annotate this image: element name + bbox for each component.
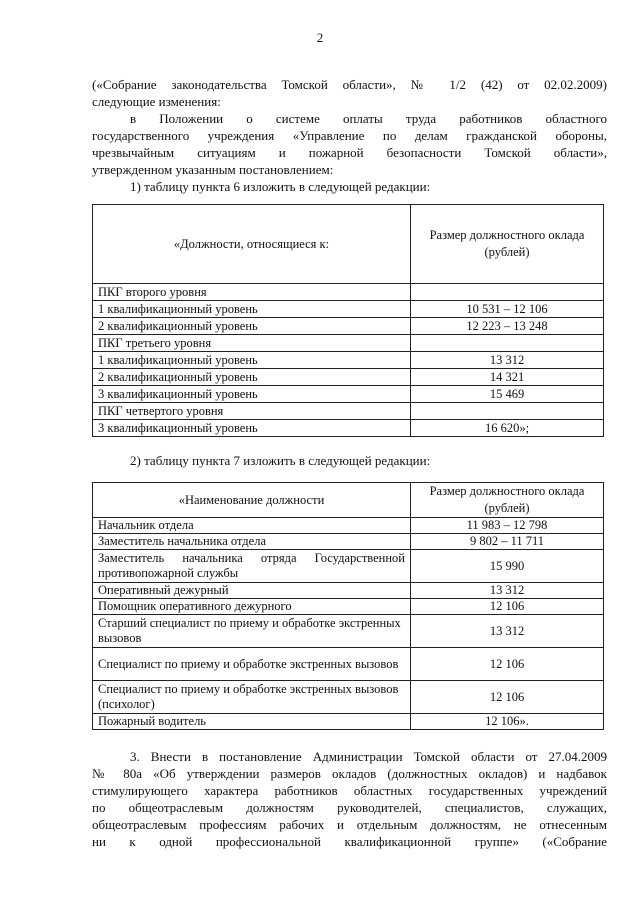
- table-row: [93, 681, 604, 714]
- table-row: [93, 369, 604, 386]
- table-cell-name: Старший специалист по приему и обработке экстренных вызовов: [93, 615, 411, 648]
- table-header-position: «Должности, относящиеся к:: [93, 205, 411, 284]
- table-row: [93, 403, 604, 420]
- item-3-line: стимулирующего характера работников областных государственных учреждений: [92, 783, 607, 798]
- table-cell-name: 3 квалификационный уровень: [93, 386, 411, 403]
- item-2-paragraph: 2) таблицу пункта 7 изложить в следующей редакции:: [130, 453, 431, 468]
- table-cell-name: Оперативный дежурный: [93, 583, 411, 599]
- table-row: [93, 335, 604, 352]
- table-cell-value: [411, 403, 604, 420]
- table-cell-value: 13 312: [411, 352, 604, 369]
- table-header-row: [93, 205, 604, 284]
- item-3-line: № 80а «Об утверждении размеров окладов (должностных окладов) и надбавок: [92, 766, 607, 781]
- table-cell-value: 12 223 – 13 248: [411, 318, 604, 335]
- table-row: [93, 386, 604, 403]
- table-row: [93, 534, 604, 550]
- table-cell-name: Специалист по приему и обработке экстренных вызовов (психолог): [93, 681, 411, 714]
- item-3-paragraph: [92, 748, 607, 850]
- table-cell-value: [411, 335, 604, 352]
- table-row: [93, 648, 604, 681]
- intro-line: чрезвычайным ситуациям и пожарной безопасности Томской области»,: [92, 145, 607, 160]
- intro-line: («Собрание законодательства Томской области», № 1/2 (42) от 02.02.2009): [92, 77, 607, 92]
- table-cell-name: Пожарный водитель: [93, 714, 411, 730]
- table-cell-value: 15 469: [411, 386, 604, 403]
- table-row: [93, 583, 604, 599]
- table-salaries-positions: [92, 204, 604, 437]
- table-cell-name: Начальник отдела: [93, 518, 411, 534]
- table-cell-name: 3 квалификационный уровень: [93, 420, 411, 437]
- intro-line: утвержденном указанным постановлением:: [92, 162, 334, 177]
- table-row: [93, 615, 604, 648]
- table-cell-value: [411, 284, 604, 301]
- table-cell-value: 12 106: [411, 599, 604, 615]
- table-cell-name: 1 квалификационный уровень: [93, 352, 411, 369]
- table-row: [93, 599, 604, 615]
- item-3-line: общеотраслевым профессиям рабочих и отдельным должностям, не отнесенным: [92, 817, 607, 832]
- table-row: [93, 518, 604, 534]
- table-cell-value: 11 983 – 12 798: [411, 518, 604, 534]
- item-3-line: ни к одной профессиональной квалификационной группе» («Собрание: [92, 834, 607, 849]
- table-cell-name: 1 квалификационный уровень: [93, 301, 411, 318]
- table-cell-name: Заместитель начальника отряда Государственной противопожарной службы: [93, 550, 411, 583]
- table-cell-name: ПКГ четвертого уровня: [93, 403, 411, 420]
- table-cell-value: 14 321: [411, 369, 604, 386]
- intro-line: следующие изменения:: [92, 94, 221, 109]
- table-cell-value: 16 620»;: [411, 420, 604, 437]
- table-cell-value: 9 802 – 11 711: [411, 534, 604, 550]
- table-header-row: [93, 483, 604, 518]
- table-header-salary: Размер должностного оклада (рублей): [411, 205, 604, 284]
- intro-line: 1) таблицу пункта 6 изложить в следующей редакции:: [130, 179, 431, 194]
- table-header-salary: Размер должностного оклада (рублей): [411, 483, 604, 518]
- table-row: [93, 301, 604, 318]
- page-number: 2: [316, 30, 324, 45]
- table-cell-value: 13 312: [411, 615, 604, 648]
- table-row: [93, 550, 604, 583]
- table-cell-name: 2 квалификационный уровень: [93, 318, 411, 335]
- table-row: [93, 284, 604, 301]
- table-cell-name: ПКГ третьего уровня: [93, 335, 411, 352]
- table-cell-value: 12 106: [411, 681, 604, 714]
- table-cell-name: Заместитель начальника отдела: [93, 534, 411, 550]
- table-cell-name: 2 квалификационный уровень: [93, 369, 411, 386]
- table-cell-name: Помощник оперативного дежурного: [93, 599, 411, 615]
- table-salaries-titles: [92, 482, 604, 730]
- table-row: [93, 714, 604, 730]
- table-row: [93, 318, 604, 335]
- table-row: [93, 420, 604, 437]
- table-cell-name: Специалист по приему и обработке экстренных вызовов: [93, 648, 411, 681]
- item-3-line: по общеотраслевым должностям руководителей, специалистов, служащих,: [92, 800, 607, 815]
- table-cell-value: 12 106».: [411, 714, 604, 730]
- table-cell-value: 15 990: [411, 550, 604, 583]
- table-cell-value: 12 106: [411, 648, 604, 681]
- intro-line: государственного учреждения «Управление по делам гражданской обороны,: [92, 128, 607, 143]
- table-cell-name: ПКГ второго уровня: [93, 284, 411, 301]
- table-cell-value: 10 531 – 12 106: [411, 301, 604, 318]
- table-row: [93, 352, 604, 369]
- item-3-line: 3. Внести в постановление Администрации Томской области от 27.04.2009: [130, 749, 607, 764]
- table-cell-value: 13 312: [411, 583, 604, 599]
- intro-paragraph: [92, 76, 607, 195]
- intro-line: в Положении о системе оплаты труда работников областного: [130, 111, 607, 126]
- table-header-title: «Наименование должности: [93, 483, 411, 518]
